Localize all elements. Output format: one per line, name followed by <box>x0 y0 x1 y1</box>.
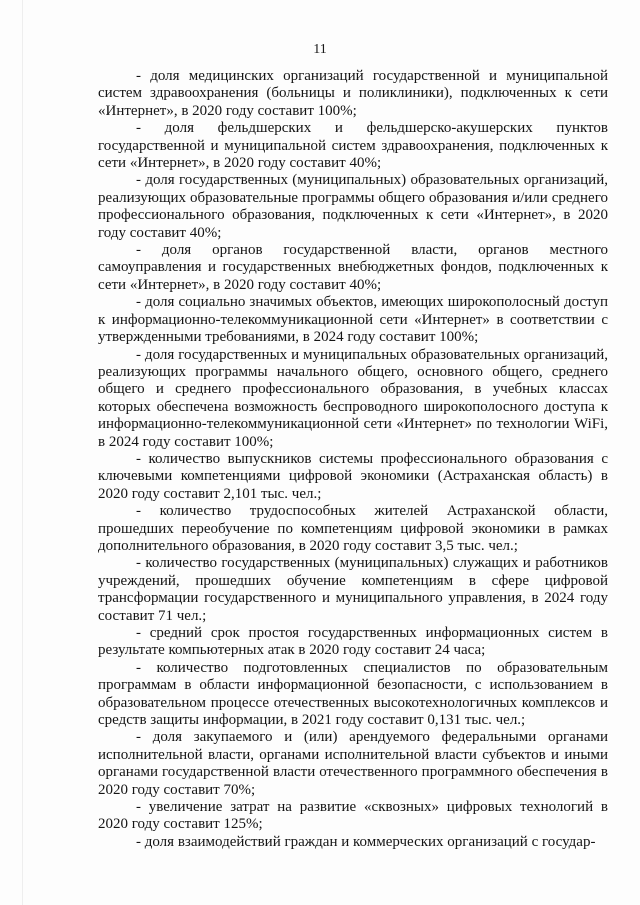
list-item: - доля государственных (муниципальных) образовательных организаций, реализующих образовательные программы общего образования и/или среднего профессионального образования, подключенных к сети «Интернет», в 2020 году составит 40%; <box>98 172 608 241</box>
list-item: - доля взаимодействий граждан и коммерческих организаций с государ- <box>136 833 596 850</box>
list-item: - количество трудоспособных жителей Астраханской области, прошедших переобучение по компетенциям цифровой экономики в рамках дополнительного образования, в 2020 году составит 3,5 тыс. чел.; <box>98 503 608 554</box>
list-item: - доля фельдшерских и фельдшерско-акушерских пунктов государственной и муниципальной систем здравоохранения, подключенных к сети «Интернет», в 2020 году составит 40%; <box>98 120 608 172</box>
list-item: - количество государственных (муниципальных) служащих и работников учреждений, прошедших обучение компетенциям в сфере цифровой трансформации государственного и муниципального управления, в 2024 году составит 71 чел.; <box>98 555 608 624</box>
list-item: - количество выпускников системы профессионального образования с ключевыми компетенциями цифровой экономики (Астраханская область) в 2020 году составит 2,101 тыс. чел.; <box>98 450 608 502</box>
list-item: - доля закупаемого и (или) арендуемого федеральными органами исполнительной власти, органами исполнительной власти субъектов и иными органами государственной власти отечественного программного обеспечения в 2020 году составит 70%; <box>98 729 608 798</box>
list-item: - доля государственных и муниципальных образовательных организаций, реализующих программы начального общего, основного общего, среднего общего и среднего профессионального образования, в учебных классах которых обеспечена возможность беспроводного широкополосного доступа к информационно-телекоммуникационной сети «Интернет» по технологии WiFi, в 2024 году составит 100%; <box>98 346 608 450</box>
list-item: - доля органов государственной власти, органов местного самоуправления и государственных внебюджетных фондов, подключенных к сети «Интернет», в 2020 году составит 40%; <box>98 242 608 293</box>
list-item: - доля медицинских организаций государственной и муниципальной систем здравоохранения (больницы и поликлиники), подключенных к сети «Интернет», в 2020 году составит 100%; <box>98 68 608 119</box>
list-item: - доля социально значимых объектов, имеющих широкополосный доступ к информационно-телекоммуникационной сети «Интернет» в соответствии с утвержденными требованиями, в 2024 году составит 100%; <box>98 294 608 346</box>
scan-edge-line <box>22 0 23 905</box>
list-item: - увеличение затрат на развитие «сквозных» цифровых технологий в 2020 году составит 125%; <box>98 799 608 833</box>
page-number: 11 <box>313 42 327 57</box>
list-item: - количество подготовленных специалистов по образовательным программам в области информационной безопасности, с использованием в образовательном процессе отечественных высокотехнологичных комплексов и средств защиты информации, в 2021 году составит 0,131 тыс. чел.; <box>98 659 608 729</box>
body-text <box>98 68 608 851</box>
list-item: - средний срок простоя государственных информационных систем в результате компьютерных атак в 2020 году составит 24 часа; <box>98 625 608 659</box>
